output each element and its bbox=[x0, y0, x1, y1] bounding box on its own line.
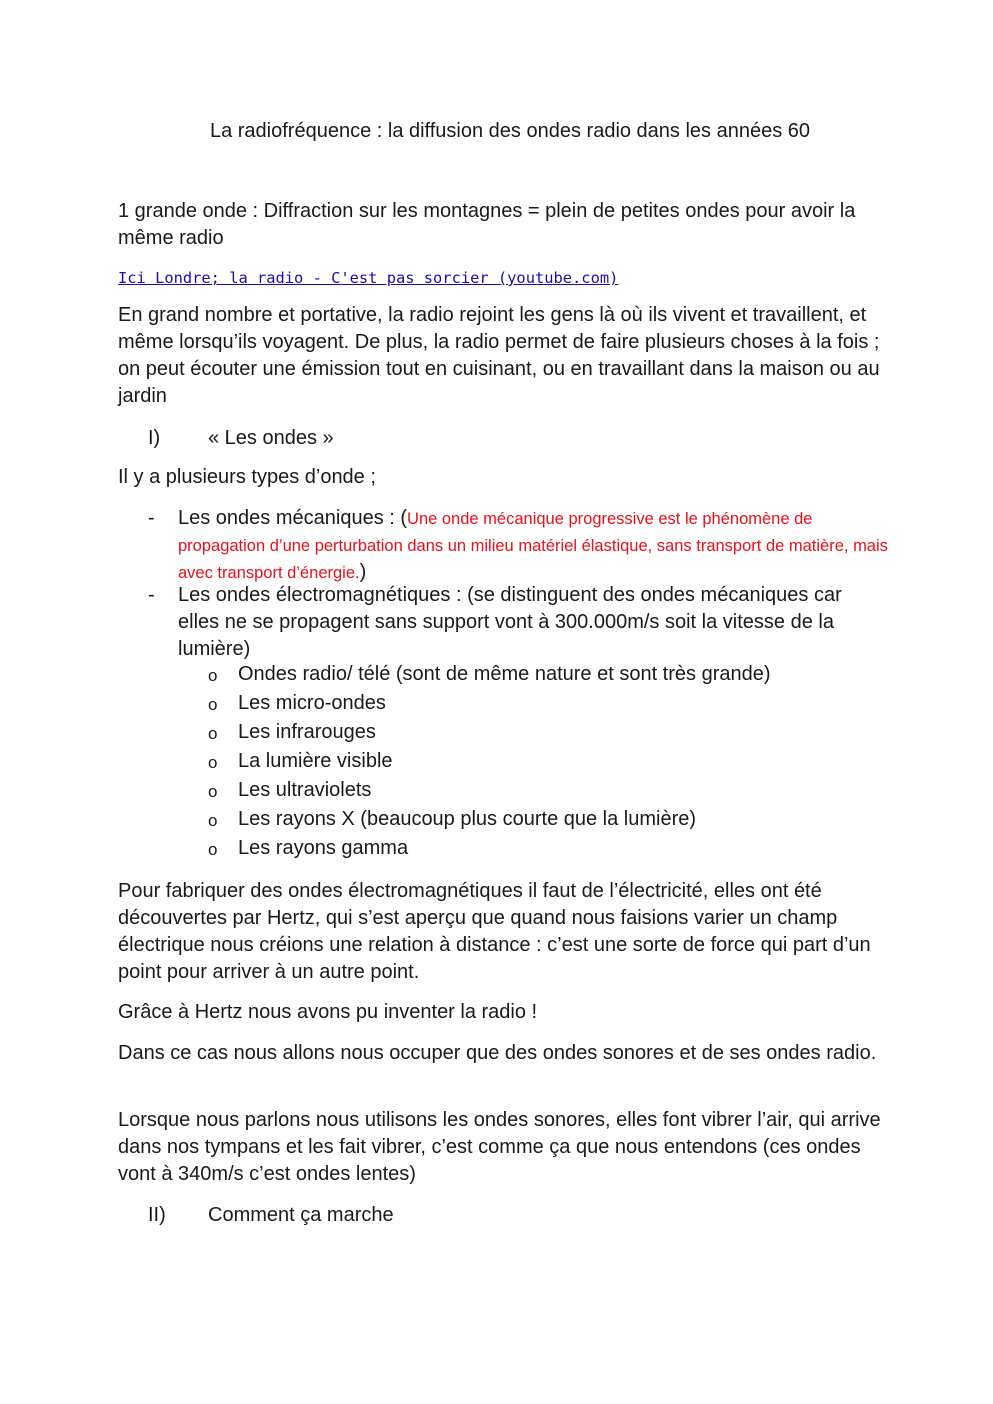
list-item: o Les ultraviolets bbox=[208, 776, 771, 805]
list-item: o La lumière visible bbox=[208, 747, 771, 776]
list-item: o Les infrarouges bbox=[208, 718, 771, 747]
hertz-paragraph: Pour fabriquer des ondes électromagnétiques il faut de l’électricité, elles ont été découvertes par Hertz, qui s’est aperçu que quand nous faisions varier un champ électrique nous créions une relation à distance : c’est une sorte de force qui part d’un point pour arriver à un autre point. bbox=[118, 880, 871, 983]
mechanical-label: Les ondes mécaniques : ( bbox=[178, 507, 408, 529]
mechanical-definition-note: Une onde mécanique progressive est le phénomène de propagation d’une perturbation dans un milieu matériel élastique, sans transport de matière, mais avec transport d’énergie. bbox=[178, 510, 888, 582]
circle-bullet-icon: o bbox=[208, 782, 218, 801]
section-number: I) bbox=[148, 427, 161, 449]
circle-bullet-icon: o bbox=[208, 840, 218, 859]
section-heading-1 bbox=[148, 425, 334, 451]
circle-bullet-icon: o bbox=[208, 666, 218, 685]
types-intro: Il y a plusieurs types d’onde ; bbox=[118, 466, 376, 488]
section-heading-2 bbox=[148, 1202, 394, 1228]
cas-paragraph: Dans ce cas nous allons nous occuper que des ondes sonores et de ses ondes radio. bbox=[118, 1042, 877, 1064]
page-title: La radiofréquence : la diffusion des ondes radio dans les années 60 bbox=[209, 120, 811, 142]
list-item: o Les rayons X (beaucoup plus courte que la lumière) bbox=[208, 805, 771, 834]
youtube-link[interactable]: Ici Londre; la radio - C'est pas sorcier (youtube.com) bbox=[118, 269, 619, 287]
circle-bullet-icon: o bbox=[208, 811, 218, 830]
grace-paragraph: Grâce à Hertz nous avons pu inventer la radio ! bbox=[118, 1001, 538, 1023]
list-item: o Les micro-ondes bbox=[208, 689, 771, 718]
parlons-paragraph: Lorsque nous parlons nous utilisons les ondes sonores, elles font vibrer l’air, qui arrive dans nos tympans et les fait vibrer, c’est comme ça que nous entendons (ces ondes vont à 340m/s c’est ondes lentes) bbox=[118, 1109, 881, 1185]
circle-bullet-icon: o bbox=[208, 695, 218, 714]
list-item: o Ondes radio/ télé (sont de même nature et sont très grande) bbox=[208, 660, 771, 689]
section-label: « Les ondes » bbox=[208, 427, 334, 449]
dash-marker: - bbox=[148, 507, 155, 529]
electromagnetic-label: Les ondes électromagnétiques : (se distinguent des ondes mécaniques car elles ne se propagent sans support vont à 300.000m/s soit la vitesse de la lumière) bbox=[178, 584, 842, 660]
dash-marker: - bbox=[148, 584, 155, 606]
list-item-electromagnetic bbox=[148, 582, 888, 663]
em-wave-list bbox=[208, 660, 771, 863]
section-label: Comment ça marche bbox=[208, 1204, 394, 1226]
circle-bullet-icon: o bbox=[208, 753, 218, 772]
section-number: II) bbox=[148, 1204, 166, 1226]
portable-paragraph: En grand nombre et portative, la radio rejoint les gens là où ils vivent et travaillent, et même lorsqu’ils voyagent. De plus, la radio permet de faire plusieurs choses à la fois ; on peut écouter une émission tout en cuisinant, ou en travaillant dans la maison ou au jardin bbox=[118, 304, 880, 407]
intro-paragraph: 1 grande onde : Diffraction sur les montagnes = plein de petites ondes pour avoir la même radio bbox=[118, 200, 856, 249]
circle-bullet-icon: o bbox=[208, 724, 218, 743]
list-item-mechanical bbox=[148, 505, 888, 586]
list-item: o Les rayons gamma bbox=[208, 834, 771, 863]
closing-paren: ) bbox=[359, 561, 367, 583]
document-page bbox=[118, 0, 888, 1404]
